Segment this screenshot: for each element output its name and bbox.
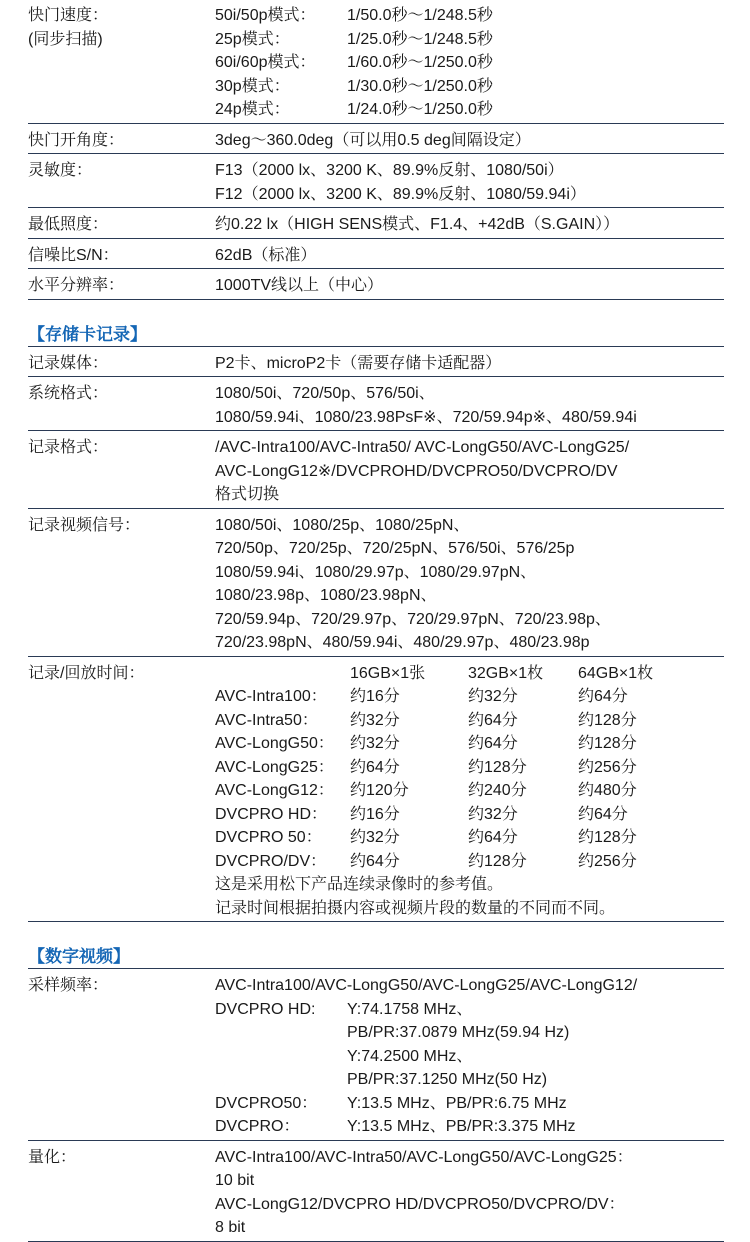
table-cell: 约64分 <box>578 688 628 705</box>
table-cell: 约64分 <box>350 758 400 776</box>
value-shutter-angle: 3deg～360.0deg（可以用0.5 deg间隔设定） <box>215 131 531 149</box>
recording-signal-line: 720/50p、720/25p、720/25pN、576/50i、576/25p <box>215 540 575 557</box>
rec-time-col-32gb: 32GB×1枚 <box>468 664 544 682</box>
sampling-row <box>215 1021 724 1045</box>
row-snr <box>28 239 724 270</box>
rec-time-note: 这是采用松下产品连续录像时的参考值。 <box>215 876 504 893</box>
sampling-row <box>215 998 724 1022</box>
table-cell: 约16分 <box>350 805 400 823</box>
shutter-mode: 50i/50p模式： <box>215 7 316 24</box>
shutter-range: 1/60.0秒～1/250.0秒 <box>347 54 493 71</box>
rec-time-format: AVC-LongG12： <box>215 782 334 799</box>
table-cell: 约32分 <box>350 711 400 729</box>
sampling-head: AVC-Intra100/AVC-LongG50/AVC-LongG25/AVC-LongG12/ <box>215 977 638 994</box>
quantization-line: 10 bit <box>215 1172 255 1189</box>
sampling-row <box>215 1068 724 1092</box>
table-cell: 约32分 <box>350 829 400 846</box>
table-cell: 约128分 <box>578 711 637 729</box>
label-shutter-angle: 快门开角度： <box>28 131 125 149</box>
sampling-row <box>215 1115 724 1139</box>
rec-time-format: AVC-Intra100： <box>215 688 327 705</box>
shutter-row <box>215 98 724 122</box>
quantization-line: 8 bit <box>215 1219 246 1236</box>
shutter-row <box>215 28 724 52</box>
shutter-row <box>215 75 724 99</box>
sampling-value: PB/PR:37.1250 MHz(50 Hz) <box>347 1071 548 1088</box>
table-row <box>215 685 724 709</box>
label-quantization: 量化： <box>28 1148 77 1166</box>
value-media: P2卡、microP2卡（需要存储卡适配器） <box>215 354 502 372</box>
shutter-mode: 24p模式： <box>215 101 290 118</box>
row-recording-signal <box>28 509 724 657</box>
shutter-range: 1/50.0秒～1/248.5秒 <box>347 7 493 24</box>
rec-time-col-16gb: 16GB×1张 <box>350 664 426 682</box>
recording-signal-line: 1080/50i、1080/25p、1080/25pN、 <box>215 516 470 534</box>
row-horizontal-resolution <box>28 269 724 300</box>
value-shutter-speed <box>215 0 724 123</box>
rec-time-format: DVCPRO/DV： <box>215 852 327 870</box>
table-cell: 约32分 <box>350 735 400 752</box>
sampling-value: Y:13.5 MHz、PB/PR:3.375 MHz <box>347 1118 576 1135</box>
row-recording-format <box>28 431 724 509</box>
label-shutter-speed <box>28 0 215 123</box>
row-shutter-speed <box>28 0 724 124</box>
recording-format-line: /AVC-Intra100/AVC-Intra50/ AVC-LongG50/AVC-LongG25/ <box>215 439 630 456</box>
table-row <box>215 709 724 733</box>
table-cell: 约480分 <box>578 782 637 799</box>
value-snr: 62dB（标准） <box>215 246 317 264</box>
system-format-line: 1080/59.94i、1080/23.98PsF※、720/59.94p※、480/59.94i <box>215 408 637 426</box>
value-recording-signal <box>215 509 724 656</box>
row-quantization <box>28 1141 724 1242</box>
table-cell: 约256分 <box>578 852 637 870</box>
sampling-value: PB/PR:37.0879 MHz(59.94 Hz) <box>347 1024 570 1041</box>
sampling-row <box>215 1045 724 1069</box>
rec-time-header <box>215 662 724 686</box>
sensitivity-line: F13（2000 lx、3200 K、89.9%反射、1080/50i） <box>215 162 564 179</box>
table-cell: 约64分 <box>578 805 628 823</box>
rec-time-note: 记录时间根据拍摄内容或视频片段的数量的不同而不同。 <box>215 899 616 917</box>
shutter-range: 1/24.0秒～1/250.0秒 <box>347 101 493 118</box>
rec-time-format: AVC-LongG50： <box>215 735 334 752</box>
row-system-format <box>28 377 724 431</box>
shutter-label-2: (同步扫描) <box>28 30 103 48</box>
sensitivity-line: F12（2000 lx、3200 K、89.9%反射、1080/59.94i） <box>215 185 586 203</box>
section-heading-card-recording: 【存储卡记录】 <box>28 320 724 347</box>
label-system-format: 系统格式： <box>28 385 109 402</box>
shutter-row <box>215 51 724 75</box>
recording-signal-line: 1080/23.98p、1080/23.98pN、 <box>215 587 437 604</box>
table-cell: 约128分 <box>578 735 637 752</box>
recording-format-line: 格式切换 <box>215 486 280 503</box>
sampling-value: Y:74.2500 MHz、 <box>347 1047 473 1065</box>
system-format-line: 1080/50i、720/50p、576/50i、 <box>215 385 435 402</box>
shutter-label-1: 快门速度： <box>28 7 109 24</box>
table-cell: 约64分 <box>468 735 518 752</box>
recording-format-line: AVC-LongG12※/DVCPROHD/DVCPRO50/DVCPRO/DV <box>215 462 618 480</box>
label-recording-signal: 记录视频信号： <box>28 516 141 534</box>
rec-time-format: AVC-Intra50： <box>215 711 318 729</box>
table-cell: 约240分 <box>468 782 527 799</box>
table-cell: 约32分 <box>468 688 518 705</box>
recording-signal-line: 720/23.98pN、480/59.94i、480/29.97p、480/23.98p <box>215 634 590 651</box>
label-recording-format: 记录格式： <box>28 439 109 456</box>
value-recording-time <box>215 657 724 922</box>
row-sensitivity <box>28 154 724 208</box>
value-min-illumination: 约0.22 lx（HIGH SENS模式、F1.4、+42dB（S.GAIN）） <box>215 216 620 233</box>
recording-signal-line: 1080/59.94i、1080/29.97p、1080/29.97pN、 <box>215 563 537 581</box>
sampling-value: Y:13.5 MHz、PB/PR:6.75 MHz <box>347 1094 567 1112</box>
label-snr: 信噪比S/N： <box>28 246 119 264</box>
table-cell: 约128分 <box>468 758 527 776</box>
table-cell: 约120分 <box>350 782 409 799</box>
table-cell: 约128分 <box>468 852 527 870</box>
value-system-format <box>215 377 724 430</box>
row-media <box>28 347 724 378</box>
shutter-range: 1/25.0秒～1/248.5秒 <box>347 30 493 48</box>
rec-time-col-64gb: 64GB×1枚 <box>578 664 654 682</box>
rec-time-format: AVC-LongG25： <box>215 758 334 776</box>
table-row <box>215 779 724 803</box>
table-cell: 约256分 <box>578 758 637 776</box>
sampling-format: DVCPRO： <box>215 1118 300 1135</box>
quantization-line: AVC-LongG12/DVCPRO HD/DVCPRO50/DVCPRO/DV： <box>215 1195 625 1213</box>
section-heading-digital-video: 【数字视频】 <box>28 942 724 969</box>
label-media: 记录媒体： <box>28 354 109 372</box>
label-sensitivity: 灵敏度： <box>28 162 93 179</box>
label-sampling-frequency: 采样频率： <box>28 977 109 994</box>
rec-time-format: DVCPRO 50： <box>215 829 322 846</box>
table-row <box>215 803 724 827</box>
table-cell: 约64分 <box>468 711 518 729</box>
value-sampling-frequency <box>215 969 724 1140</box>
table-cell: 约16分 <box>350 688 400 705</box>
value-recording-format <box>215 431 724 508</box>
sampling-row <box>215 1092 724 1116</box>
table-cell: 约64分 <box>468 829 518 846</box>
table-row <box>215 826 724 850</box>
table-row <box>215 850 724 874</box>
table-row <box>215 756 724 780</box>
value-sensitivity <box>215 154 724 207</box>
sampling-format: DVCPRO HD: <box>215 1000 316 1018</box>
spec-sheet <box>28 0 724 1242</box>
table-cell: 约128分 <box>578 829 637 846</box>
row-recording-time <box>28 657 724 923</box>
label-recording-time: 记录/回放时间： <box>28 664 145 682</box>
row-min-illumination <box>28 208 724 239</box>
quantization-line: AVC-Intra100/AVC-Intra50/AVC-LongG50/AVC-LongG25： <box>215 1148 633 1166</box>
value-horizontal-resolution: 1000TV线以上（中心） <box>215 277 384 294</box>
table-row <box>215 732 724 756</box>
shutter-range: 1/30.0秒～1/250.0秒 <box>347 77 493 95</box>
recording-signal-line: 720/59.94p、720/29.97p、720/29.97pN、720/23.98p、 <box>215 610 611 628</box>
label-min-illumination: 最低照度： <box>28 216 109 233</box>
table-cell: 约64分 <box>350 852 400 870</box>
rec-time-format: DVCPRO HD： <box>215 805 328 823</box>
table-cell: 约32分 <box>468 805 518 823</box>
shutter-mode: 25p模式： <box>215 30 290 48</box>
shutter-row <box>215 4 724 28</box>
shutter-mode: 60i/60p模式： <box>215 54 316 71</box>
row-sampling-frequency <box>28 969 724 1141</box>
value-quantization <box>215 1141 724 1241</box>
sampling-value: Y:74.1758 MHz、 <box>347 1000 473 1018</box>
label-horizontal-resolution: 水平分辨率： <box>28 277 125 294</box>
row-shutter-angle <box>28 124 724 155</box>
sampling-format: DVCPRO50： <box>215 1094 318 1112</box>
shutter-mode: 30p模式： <box>215 77 290 95</box>
